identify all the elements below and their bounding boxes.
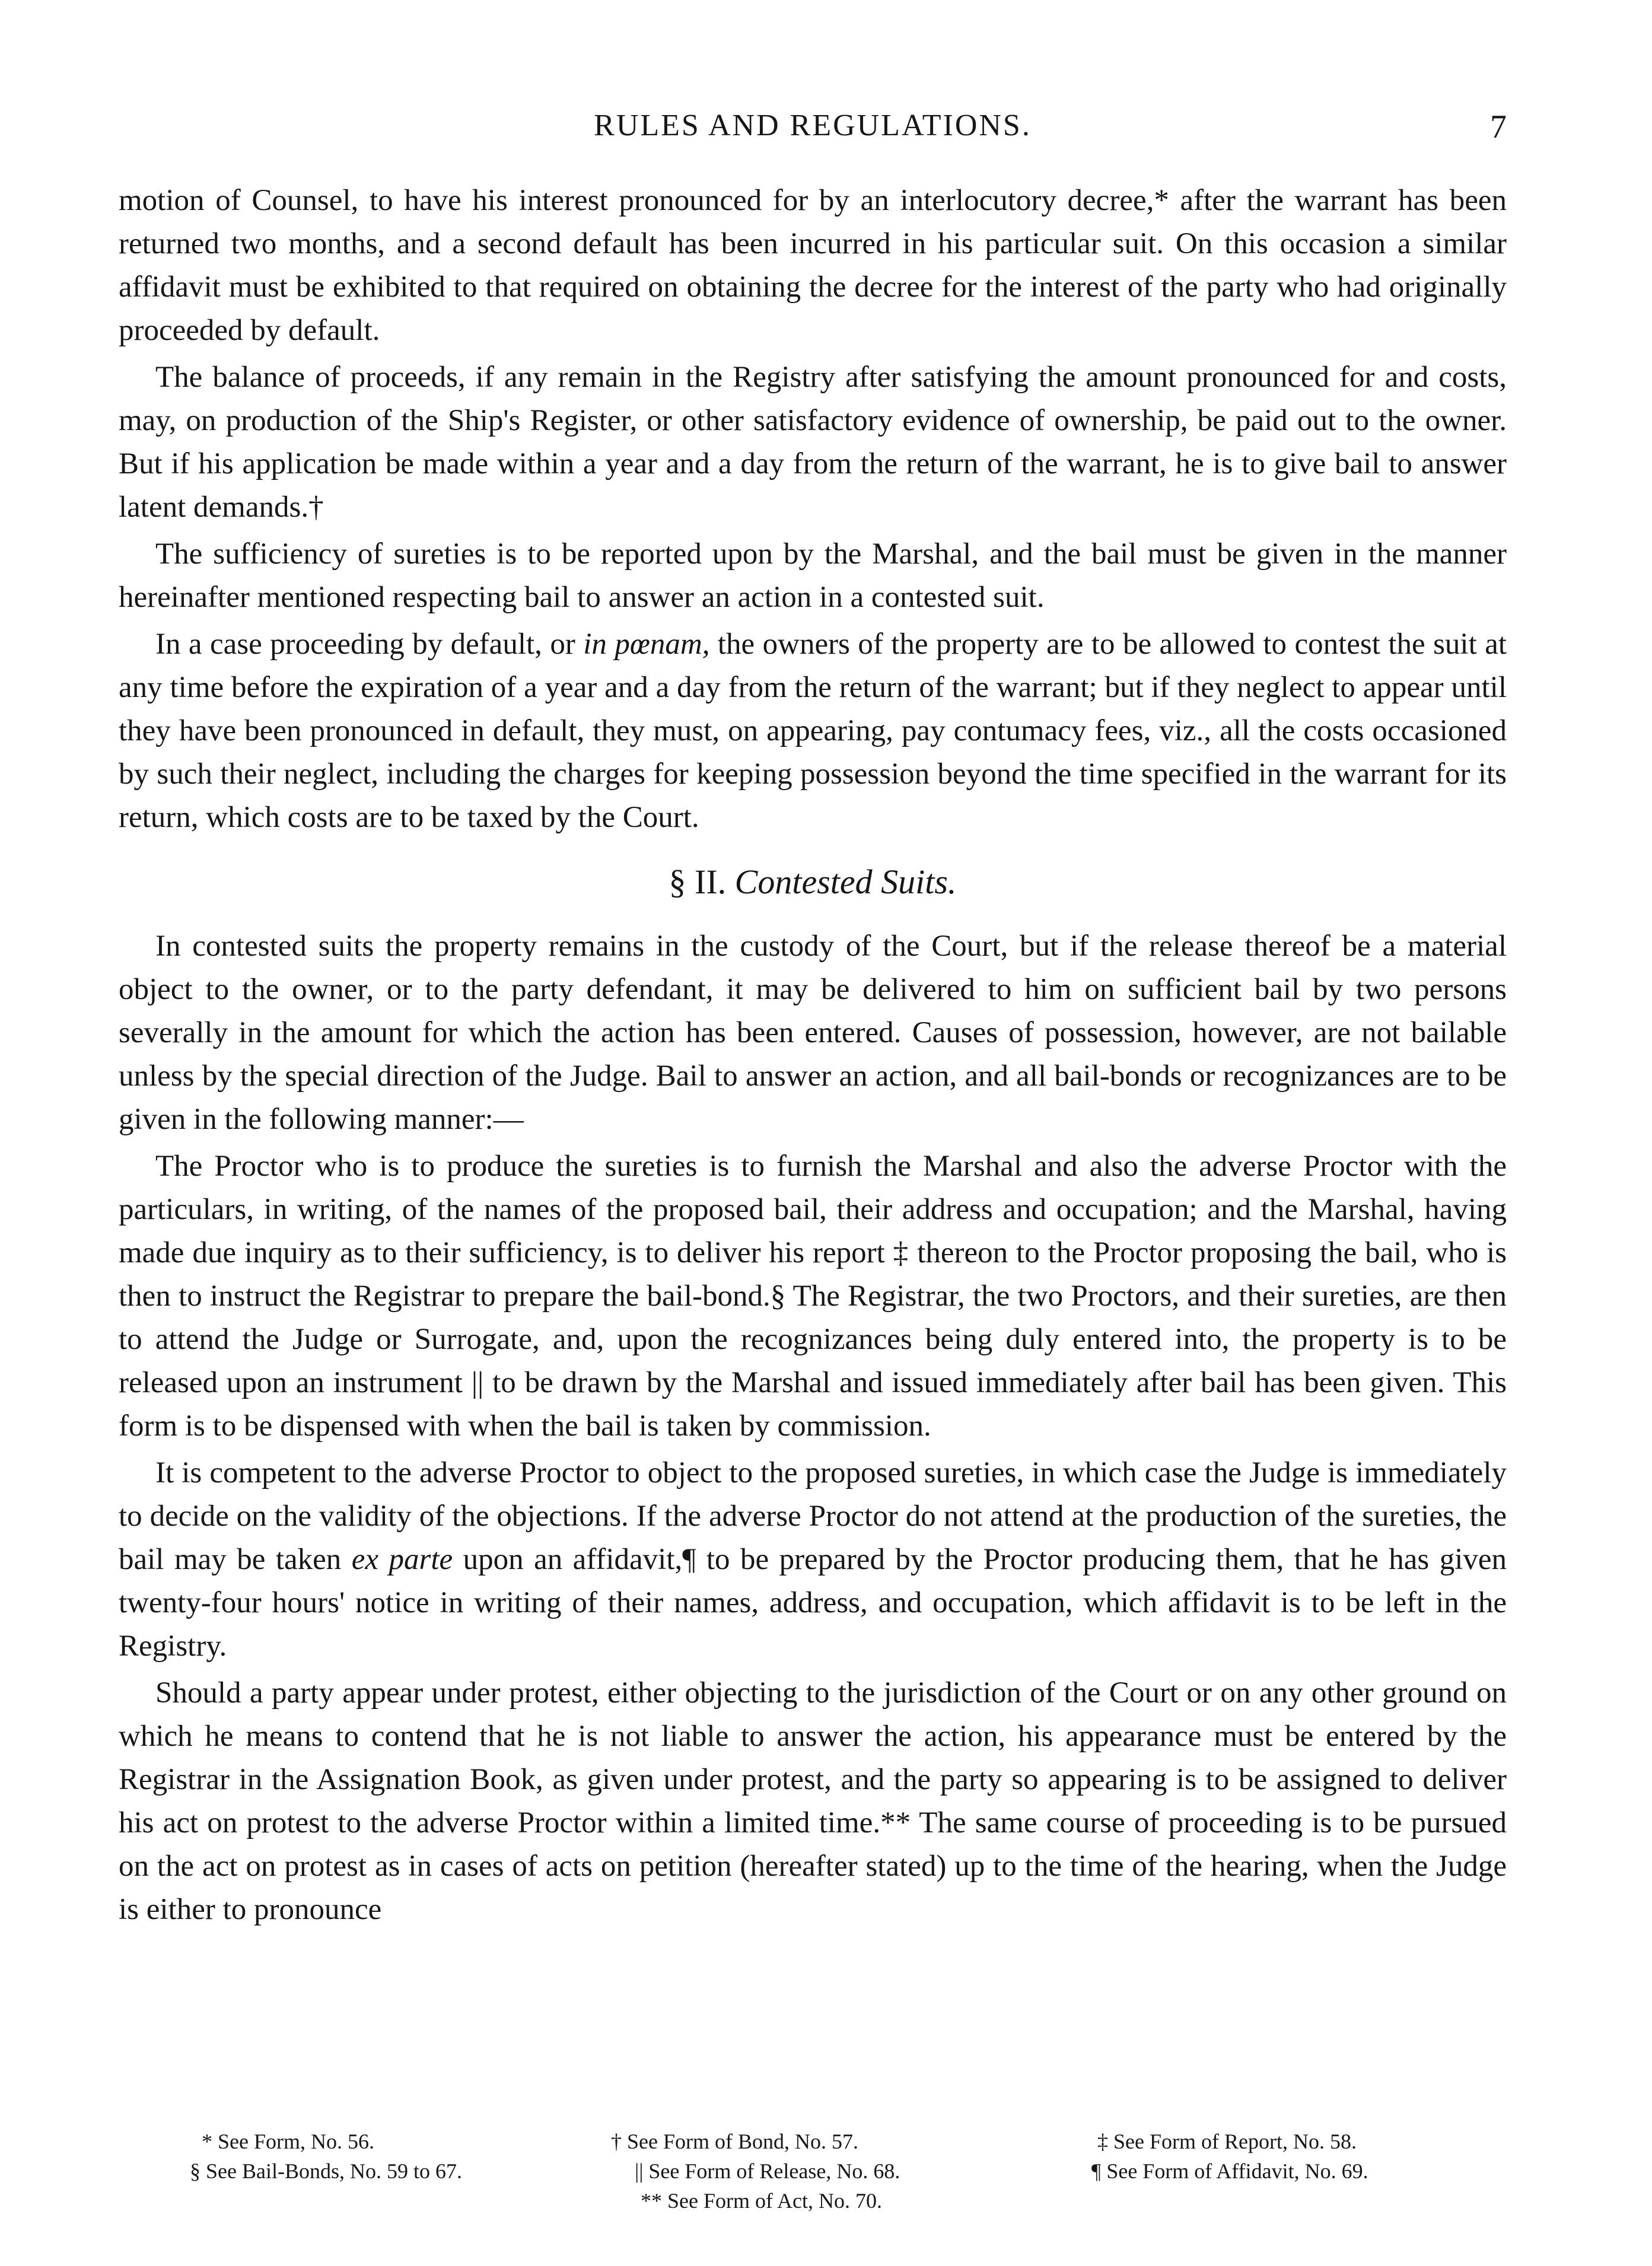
page-header <box>119 108 1507 155</box>
poenam-text-before: In a case proceeding by default, or <box>155 628 584 661</box>
footnote-bail-bonds: § See Bail-Bonds, No. 59 to 67. <box>190 2159 462 2183</box>
footnote-report-58: ‡ See Form of Report, No. 58. <box>1097 2130 1357 2153</box>
paragraph-contested-suits: In contested suits the property remains in the custody of the Court, but if the release thereof be a material object to the owner, or to the party defendant, it may be delivered to him on sufficient bail by two persons severally in the amount for which the action has been entered. Causes of possession, however, are not bailable unless by the special direction of the Judge. Bail to answer an action, and all bail-bonds or recognizances are to be given in the following manner:— <box>119 930 1507 1136</box>
body-text <box>119 179 1507 1935</box>
paragraph-balance-of-proceeds: The balance of proceeds, if any remain in the Registry after satisfying the amount pronounced for and costs, may, on production of the Ship's Register, or other satisfactory evidence of ownership, be paid out to the owner. But if his application be made within a year and a day from the return of the warrant, he is to give bail to answer latent demands.† <box>119 361 1507 524</box>
paragraph-proctor-sureties: The Proctor who is to produce the sureties is to furnish the Marshal and also the adverse Proctor with the particulars, in writing, of the names of the proposed bail, their address and occupation; and the Marshal, having made due inquiry as to their sufficiency, is to deliver his report ‡ thereon to the Proctor proposing the bail, who is then to instruct the Registrar to prepare the bail-bond.§ The Registrar, the two Proctors, and their sureties, are then to attend the Judge or Surrogate, and, upon the recognizances being duly entered into, the property is to be released upon an instrument || to be drawn by the Marshal and issued immediately after bail has been given. This form is to be dispensed with when the bail is taken by commission. <box>119 1150 1507 1443</box>
section-title: Contested Suits. <box>734 863 957 901</box>
footnote-row <box>119 2127 1507 2156</box>
paragraph-continuation: motion of Counsel, to have his interest pronounced for by an interlocutory decree,* after the warrant has been returned two months, and a second default has been incurred in his particular suit. On this occasion a similar affidavit must be exhibited to that required on obtaining the decree for the interest of the party who had originally proceeded by default. <box>119 184 1507 347</box>
exparte-text-before: It is competent to the adverse Proctor to object to the proposed sureties, in which case the Judge is immediately to decide on the validity of the objections. If the adverse Proctor do not attend at the production of the sureties, the bail may be taken <box>119 1456 1507 1576</box>
poenam-text-after: the owners of the property are to be allowed to contest the suit at any time before the expiration of a year and a day from the return of the warrant; but if they neglect to appear until they have been pronounced in default, they must, on appearing, pay contumacy fees, viz., all the costs occasioned by such their neglect, including the charges for keeping possession beyond the time specified in the warrant for its return, which costs are to be taxed by the Court. <box>119 628 1507 834</box>
paragraph-under-protest: Should a party appear under protest, either objecting to the jurisdiction of the Court or on any other ground on which he means to contend that he is not liable to answer the action, his appearance must be entered by the Registrar in the Assignation Book, as given under protest, and the party so appearing is to be assigned to deliver his act on protest to the adverse Proctor within a limited time.** The same course of proceeding is to be pursued on the act on protest as in cases of acts on petition (hereafter stated) up to the time of the hearing, when the Judge is either to pronounce <box>119 1676 1507 1926</box>
footnote-form-56: * See Form, No. 56. <box>202 2130 374 2153</box>
paragraph-sufficiency-of-sureties: The sufficiency of sureties is to be reported upon by the Marshal, and the bail must be given in the manner hereinafter mentioned respecting bail to answer an action in a contested suit. <box>119 537 1507 614</box>
section-heading <box>119 860 1507 905</box>
running-title: RULES AND REGULATIONS. <box>594 109 1032 142</box>
footnote-row <box>119 2156 1507 2186</box>
exparte-italic: ex parte <box>351 1543 453 1576</box>
footnote-affidavit-69: ¶ See Form of Affidavit, No. 69. <box>1091 2159 1368 2183</box>
footnote-release-68: || See Form of Release, No. 68. <box>635 2159 900 2183</box>
paragraph-in-poenam <box>119 623 1507 839</box>
exparte-text-after: upon an affidavit,¶ to be prepared by the Proctor producing them, that he has given twenty-four hours' notice in writing of their names, address, and occupation, which affidavit is to be left in the Registry. <box>119 1543 1507 1663</box>
footnotes <box>119 2127 1507 2216</box>
page-number: 7 <box>1490 109 1507 145</box>
poenam-italic: in pœnam, <box>583 628 710 661</box>
footnote-row <box>119 2186 1507 2216</box>
footnote-act-70: ** See Form of Act, No. 70. <box>641 2189 882 2213</box>
section-number: § II. <box>669 863 727 901</box>
footnote-bond-57: † See Form of Bond, No. 57. <box>611 2130 858 2153</box>
paragraph-adverse-proctor <box>119 1452 1507 1668</box>
